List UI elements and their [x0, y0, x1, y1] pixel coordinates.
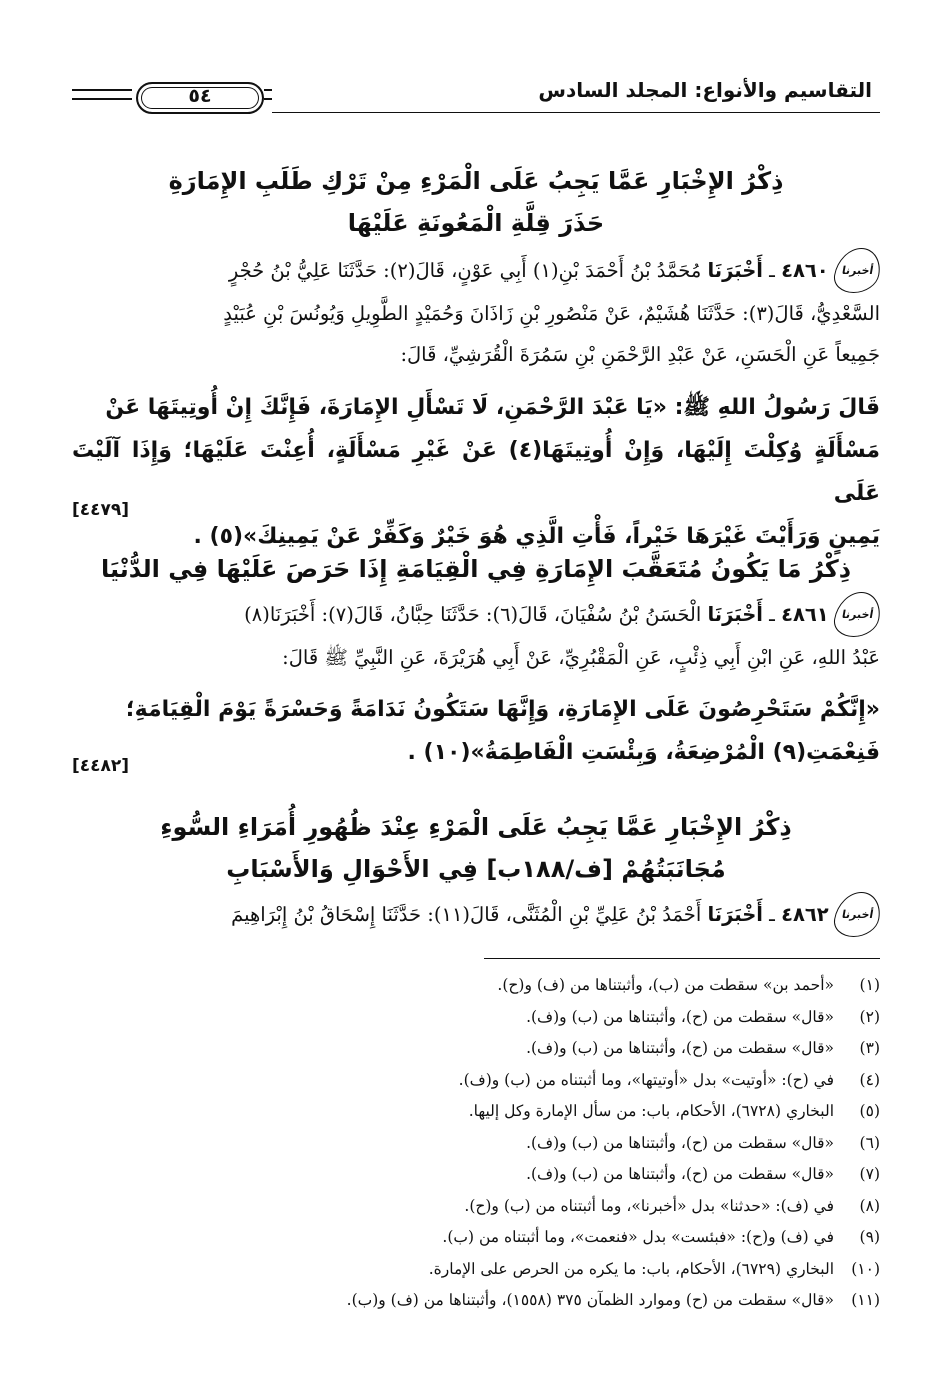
header-ornament-left [72, 89, 132, 100]
footnote-number: (٦) [859, 1133, 880, 1152]
footnote-text: «قال» سقطت من (ح)، وأثبتناها من (ب) و(ف). [526, 1039, 834, 1057]
footnote [72, 1033, 880, 1065]
footnote [72, 1002, 880, 1034]
footnote-text: في (ف) و(ح): «فبئست» بدل «فنعمت»، وما أثبتناه من (ب). [442, 1228, 834, 1246]
isnad-line: جَمِيعاً عَنِ الْحَسَنِ، عَنْ عَبْدِ الرَّحْمَنِ بْنِ سَمُرَةَ الْقُرَشِيِّ، قَالَ: [400, 343, 880, 366]
running-title: التقاسيم والأنواع: المجلد السادس [538, 78, 872, 102]
hadith-4861-isnad [72, 592, 880, 678]
matn-line: فَنِعْمَتِ(٩) الْمُرْضِعَةُ، وَبِئْسَتِ الْفَاطِمَةُ»(١٠) . [407, 740, 880, 765]
isnad-line: عَبْدُ اللهِ، عَنِ ابْنِ أَبِي ذِئْبٍ، عَنِ الْمَقْبُرِيِّ، عَنْ أَبِي هُرَيْرَةَ، عَنِ النَّبِيِّ ﷺ قَالَ: [282, 646, 880, 669]
section-3-title [72, 806, 880, 890]
hadith-4860-isnad [72, 248, 880, 375]
hadith-4861-matn [72, 688, 880, 774]
footnote-text: «قال» سقطت من (ح) وموارد الظمآن ٣٧٥ (١٥٥٨)، وأثبتناها من (ف) و(ب). [346, 1291, 834, 1309]
hadith-number: ٤٨٦٢ [781, 903, 829, 926]
section-title-line: مُجَانَبَتُهُمْ [ف/١٨٨ب] فِي الأَحْوَالِ وَالأَسْبَابِ [226, 855, 726, 883]
footnote-number: (٨) [859, 1196, 880, 1215]
page-header [72, 74, 880, 118]
footnote-number: (٥) [859, 1102, 880, 1120]
hadith-4860-matn [72, 386, 880, 558]
header-rule [272, 112, 880, 113]
footnote-text: «قال» سقطت من (ح)، وأثبتناها من (ب) و(ف). [526, 1165, 834, 1183]
matn-line: يَمِينٍ وَرَأَيْتَ غَيْرَهَا خَيْراً، فَأْتِ الَّذِي هُوَ خَيْرٌ وَكَفِّرْ عَنْ يَمِينِكَ»(٥) . [193, 524, 880, 549]
footnote-text: «قال» سقطت من (ح)، وأثبتناها من (ب) و(ف). [526, 1007, 834, 1026]
isnad-line: السَّعْدِيُّ، قَالَ(٣): حَدَّثَنَا هُشَيْمٌ، عَنْ مَنْصُورِ بْنِ زَاذَانَ وَحُمَيْدٍ الطَّوِيلِ وَيُونُسَ بْنِ عُبَيْدٍ [223, 302, 880, 325]
matn-line: قَالَ رَسُولُ اللهِ ﷺ: «يَا عَبْدَ الرَّحْمَنِ، لَا تَسْأَلِ الإِمَارَةَ، فَإِنَّكَ إِنْ أُوتِيتَهَا عَنْ [105, 395, 880, 420]
isnad-text: الْحَسَنُ بْنُ سُفْيَانَ، قَالَ(٦): حَدَّثَنَا حِبَّانُ، قَالَ(٧): أَخْبَرَنَا(٨) [244, 603, 702, 626]
footnote-text: في (ح): «أوتيت» بدل «أوتيتها»، وما أثبتناه من (ب) و(ف). [458, 1070, 834, 1089]
akhbarana-word: أَخْبَرَنَا [707, 259, 763, 282]
hadith-4862-isnad [72, 892, 880, 937]
footnote [72, 1065, 880, 1097]
hadith-number: ٤٨٦٠ [781, 259, 829, 282]
footnote-number: (٩) [859, 1228, 880, 1246]
hadith-number: ٤٨٦١ [781, 603, 829, 626]
section-2-title [72, 548, 880, 590]
section-title-line: ذِكْرُ الإِخْبَارِ عَمَّا يَجِبُ عَلَى الْمَرْءِ مِنْ تَرْكِ طَلَبِ الإِمَارَةِ [168, 167, 784, 195]
isnad-line: أخبرنا٤٨٦٢ ـ أَخْبَرَنَا أَحْمَدُ بْنُ عَلِيِّ بْنِ الْمُثَنَّى، قَالَ(١١): حَدَّثَنَا إِسْحَاقُ بْنُ إِبْرَاهِيمَ [72, 892, 880, 937]
matn-line: مَسْأَلَةٍ وُكِلْتَ إِلَيْهَا، وَإِنْ أُوتِيتَهَا(٤) عَنْ غَيْرِ مَسْأَلَةٍ، أُعِنْتَ عَلَيْهَا؛ وَإِذَا آلَيْتَ عَلَى [72, 438, 880, 506]
footnote-text: «أحمد بن» سقطت من (ب)، وأثبتناها من (ف) و(ح). [497, 976, 834, 994]
section-title-line: حَذَرَ قِلَّةِ الْمَعُونَةِ عَلَيْهَا [347, 209, 605, 237]
footnote [72, 1159, 880, 1191]
footnote [72, 1222, 880, 1254]
footnote [72, 1191, 880, 1223]
footnote-separator [484, 958, 880, 959]
header-ornament-right [264, 89, 272, 100]
page-number-frame [136, 82, 264, 114]
akhbarana-badge-icon: أخبرنا [831, 892, 884, 937]
footnote-text: البخاري (٦٧٢٨)، الأحكام، باب: من سأل الإمارة وكل إليها. [468, 1102, 834, 1120]
footnote-number: (٧) [859, 1165, 880, 1183]
section-title-line: ذِكْرُ الإِخْبَارِ عَمَّا يَجِبُ عَلَى الْمَرْءِ عِنْدَ ظُهُورِ أُمَرَاءِ السُّوءِ [160, 813, 792, 841]
footnote-number: (١٠) [851, 1259, 880, 1278]
footnotes [72, 970, 880, 1317]
footnote-text: البخاري (٦٧٢٩)، الأحكام، باب: ما يكره من الحرص على الإمارة. [428, 1259, 834, 1278]
section-title-line: ذِكْرُ مَا يَكُونُ مُتَعَقَّبَ الإِمَارَةِ فِي الْقِيَامَةِ إِذَا حَرَصَ عَلَيْهَا فِي الدُّنْيَا [100, 555, 852, 583]
footnote-text: في (ف): «حدثنا» بدل «أخبرنا»، وما أثبتناه من (ب) و(ح). [464, 1196, 834, 1215]
footnote-number: (١) [859, 976, 880, 994]
section-1-title [72, 160, 880, 244]
footnote [72, 970, 880, 1002]
footnote-number: (١١) [851, 1291, 880, 1309]
footnote [72, 1096, 880, 1128]
hadith-4860-reference: [٤٤٧٩] [72, 500, 130, 520]
matn-line: «إِنَّكُمْ سَتَحْرِصُونَ عَلَى الإِمَارَةِ، وَإِنَّهَا سَتَكُونُ نَدَامَةً وَحَسْرَةً يَوْمَ الْقِيَامَةِ؛ [125, 697, 880, 722]
akhbarana-word: أَخْبَرَنَا [707, 603, 763, 626]
akhbarana-word: أَخْبَرَنَا [707, 903, 763, 926]
footnote [72, 1285, 880, 1317]
hadith-4861-reference: [٤٤٨٢] [72, 756, 130, 776]
footnote-number: (٢) [859, 1007, 880, 1026]
isnad-text: أَحْمَدُ بْنُ عَلِيِّ بْنِ الْمُثَنَّى، قَالَ(١١): حَدَّثَنَا إِسْحَاقُ بْنُ إِبْرَاهِيمَ [231, 903, 702, 926]
isnad-line: أخبرنا٤٨٦٠ ـ أَخْبَرَنَا مُحَمَّدُ بْنُ أَحْمَدَ بْنِ(١) أَبِي عَوْنٍ، قَالَ(٢): حَدَّثَنَا عَلِيُّ بْنُ حُجْرٍ [72, 248, 880, 293]
isnad-line: أخبرنا٤٨٦١ ـ أَخْبَرَنَا الْحَسَنُ بْنُ سُفْيَانَ، قَالَ(٦): حَدَّثَنَا حِبَّانُ، قَالَ(٧): أَخْبَرَنَا(٨) [72, 592, 880, 637]
isnad-text: مُحَمَّدُ بْنُ أَحْمَدَ بْنِ(١) أَبِي عَوْنٍ، قَالَ(٢): حَدَّثَنَا عَلِيُّ بْنُ حُجْرٍ [228, 259, 702, 282]
footnote-number: (٤) [859, 1070, 880, 1089]
footnote [72, 1254, 880, 1286]
akhbarana-badge-icon: أخبرنا [831, 248, 884, 293]
page-number: ٥٤ [188, 85, 212, 107]
footnote-text: «قال» سقطت من (ح)، وأثبتناها من (ب) و(ف). [526, 1133, 834, 1152]
footnote [72, 1128, 880, 1160]
akhbarana-badge-icon: أخبرنا [831, 592, 884, 637]
footnote-number: (٣) [859, 1039, 880, 1057]
